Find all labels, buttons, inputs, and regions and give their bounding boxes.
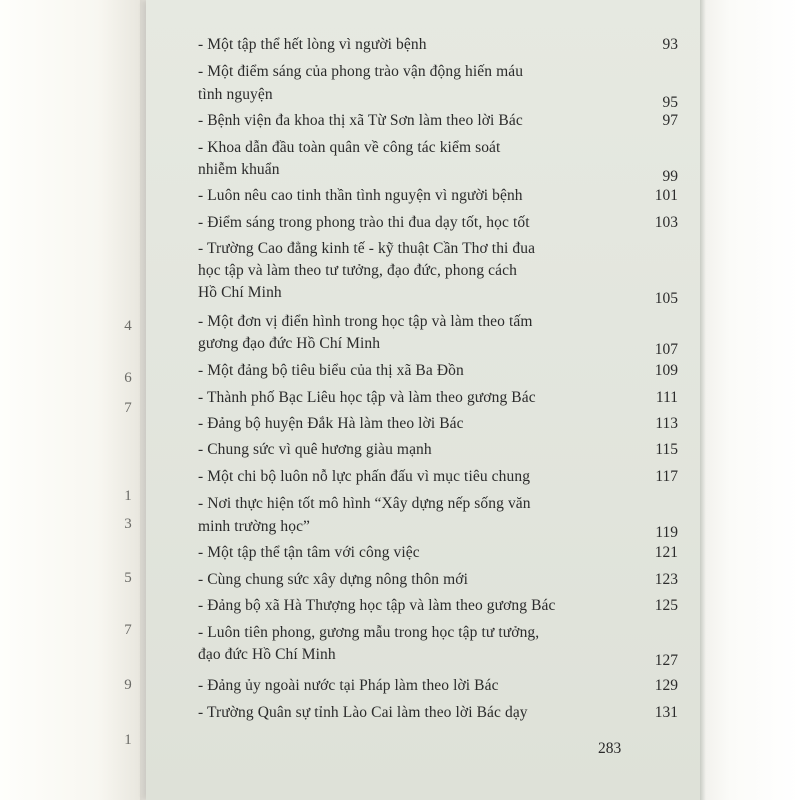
- toc-entry-title: - Nơi thực hiện tốt mô hình “Xây dựng nếp sống văn: [198, 495, 531, 512]
- toc-entry-title: - Một chi bộ luôn nỗ lực phấn đấu vì mục tiêu chung: [198, 468, 531, 485]
- edge-digit: 1: [124, 488, 132, 504]
- previous-page-edge: [0, 0, 140, 800]
- toc-entry-title: - Một đảng bộ tiêu biểu của thị xã Ba Đồn: [198, 362, 464, 379]
- toc-page-number: 123: [654, 571, 678, 588]
- toc-entry-title: - Thành phố Bạc Liêu học tập và làm theo gương Bác: [198, 389, 536, 406]
- toc-entry-title: - Một đơn vị điển hình trong học tập và làm theo tấm: [198, 313, 533, 330]
- toc-page-number: 113: [655, 415, 678, 432]
- toc-entry-title: - Một điểm sáng của phong trào vận động hiến máu: [198, 63, 524, 80]
- toc-entry-title: - Khoa dẫn đầu toàn quân về công tác kiểm soát: [198, 139, 501, 156]
- toc-page-number: 107: [654, 341, 678, 358]
- toc-page-number: 103: [654, 214, 678, 231]
- edge-digit: 6: [124, 370, 132, 386]
- toc-entry-title: - Trường Cao đẳng kinh tế - kỹ thuật Cần Thơ thi đua: [198, 240, 536, 257]
- toc-page-number: 111: [655, 389, 678, 406]
- edge-digit: 4: [124, 318, 132, 334]
- toc-entry-title-continued: Hồ Chí Minh: [198, 284, 282, 301]
- toc-page-number: 129: [654, 677, 678, 694]
- toc-page-number: 131: [654, 704, 678, 721]
- toc-page-number: 97: [662, 112, 678, 129]
- page-folio-number: 283: [598, 740, 622, 757]
- toc-entry-title-continued: gương đạo đức Hồ Chí Minh: [198, 335, 381, 352]
- toc-page-number: 93: [662, 36, 678, 53]
- toc-page-number: 95: [662, 94, 678, 111]
- toc-entry-title: - Trường Quân sự tỉnh Lào Cai làm theo lời Bác dạy: [198, 704, 528, 721]
- edge-digit: 5: [124, 570, 132, 586]
- toc-page-number: 125: [654, 597, 678, 614]
- edge-digit: 9: [124, 677, 132, 693]
- edge-digit: 7: [124, 400, 132, 416]
- toc-entry-title: - Đảng ủy ngoài nước tại Pháp làm theo lời Bác: [198, 677, 499, 694]
- toc-entry-title-continued: học tập và làm theo tư tưởng, đạo đức, phong cách: [198, 262, 517, 279]
- edge-digit: 1: [124, 732, 132, 748]
- toc-entry-title: - Đảng bộ huyện Đắk Hà làm theo lời Bác: [198, 415, 464, 432]
- toc-page-number: 117: [655, 468, 678, 485]
- toc-entry-title-continued: đạo đức Hồ Chí Minh: [198, 646, 336, 663]
- table-of-contents: [146, 0, 700, 800]
- toc-entry-title: - Đảng bộ xã Hà Thượng học tập và làm theo gương Bác: [198, 597, 556, 614]
- toc-page-number: 119: [655, 524, 678, 541]
- edge-digit: 3: [124, 516, 132, 532]
- toc-page-number: 127: [654, 652, 678, 669]
- toc-entry-title-continued: tình nguyện: [198, 86, 273, 103]
- toc-entry-title: - Chung sức vì quê hương giàu mạnh: [198, 441, 432, 458]
- toc-entry-title-continued: minh trường học”: [198, 518, 311, 535]
- toc-page: [146, 0, 700, 800]
- toc-page-number: 99: [662, 168, 678, 185]
- edge-digit: 7: [124, 622, 132, 638]
- toc-entry-title: - Một tập thể tận tâm với công việc: [198, 544, 420, 561]
- toc-entry-title: - Điểm sáng trong phong trào thi đua dạy tốt, học tốt: [198, 214, 530, 231]
- toc-entry-title: - Cùng chung sức xây dựng nông thôn mới: [198, 571, 468, 588]
- toc-entry-title: - Luôn nêu cao tinh thần tình nguyện vì người bệnh: [198, 187, 523, 204]
- toc-entry-title: - Luôn tiên phong, gương mẫu trong học tập tư tưởng,: [198, 624, 540, 641]
- toc-entry-title-continued: nhiễm khuẩn: [198, 161, 280, 178]
- toc-page-number: 101: [654, 187, 678, 204]
- toc-page-number: 105: [654, 290, 678, 307]
- background-surface: [700, 0, 800, 800]
- toc-page-number: 115: [655, 441, 678, 458]
- toc-entry-title: - Bệnh viện đa khoa thị xã Từ Sơn làm theo lời Bác: [198, 112, 523, 129]
- toc-entry-title: - Một tập thể hết lòng vì người bệnh: [198, 36, 427, 53]
- toc-page-number: 121: [654, 544, 678, 561]
- toc-page-number: 109: [654, 362, 678, 379]
